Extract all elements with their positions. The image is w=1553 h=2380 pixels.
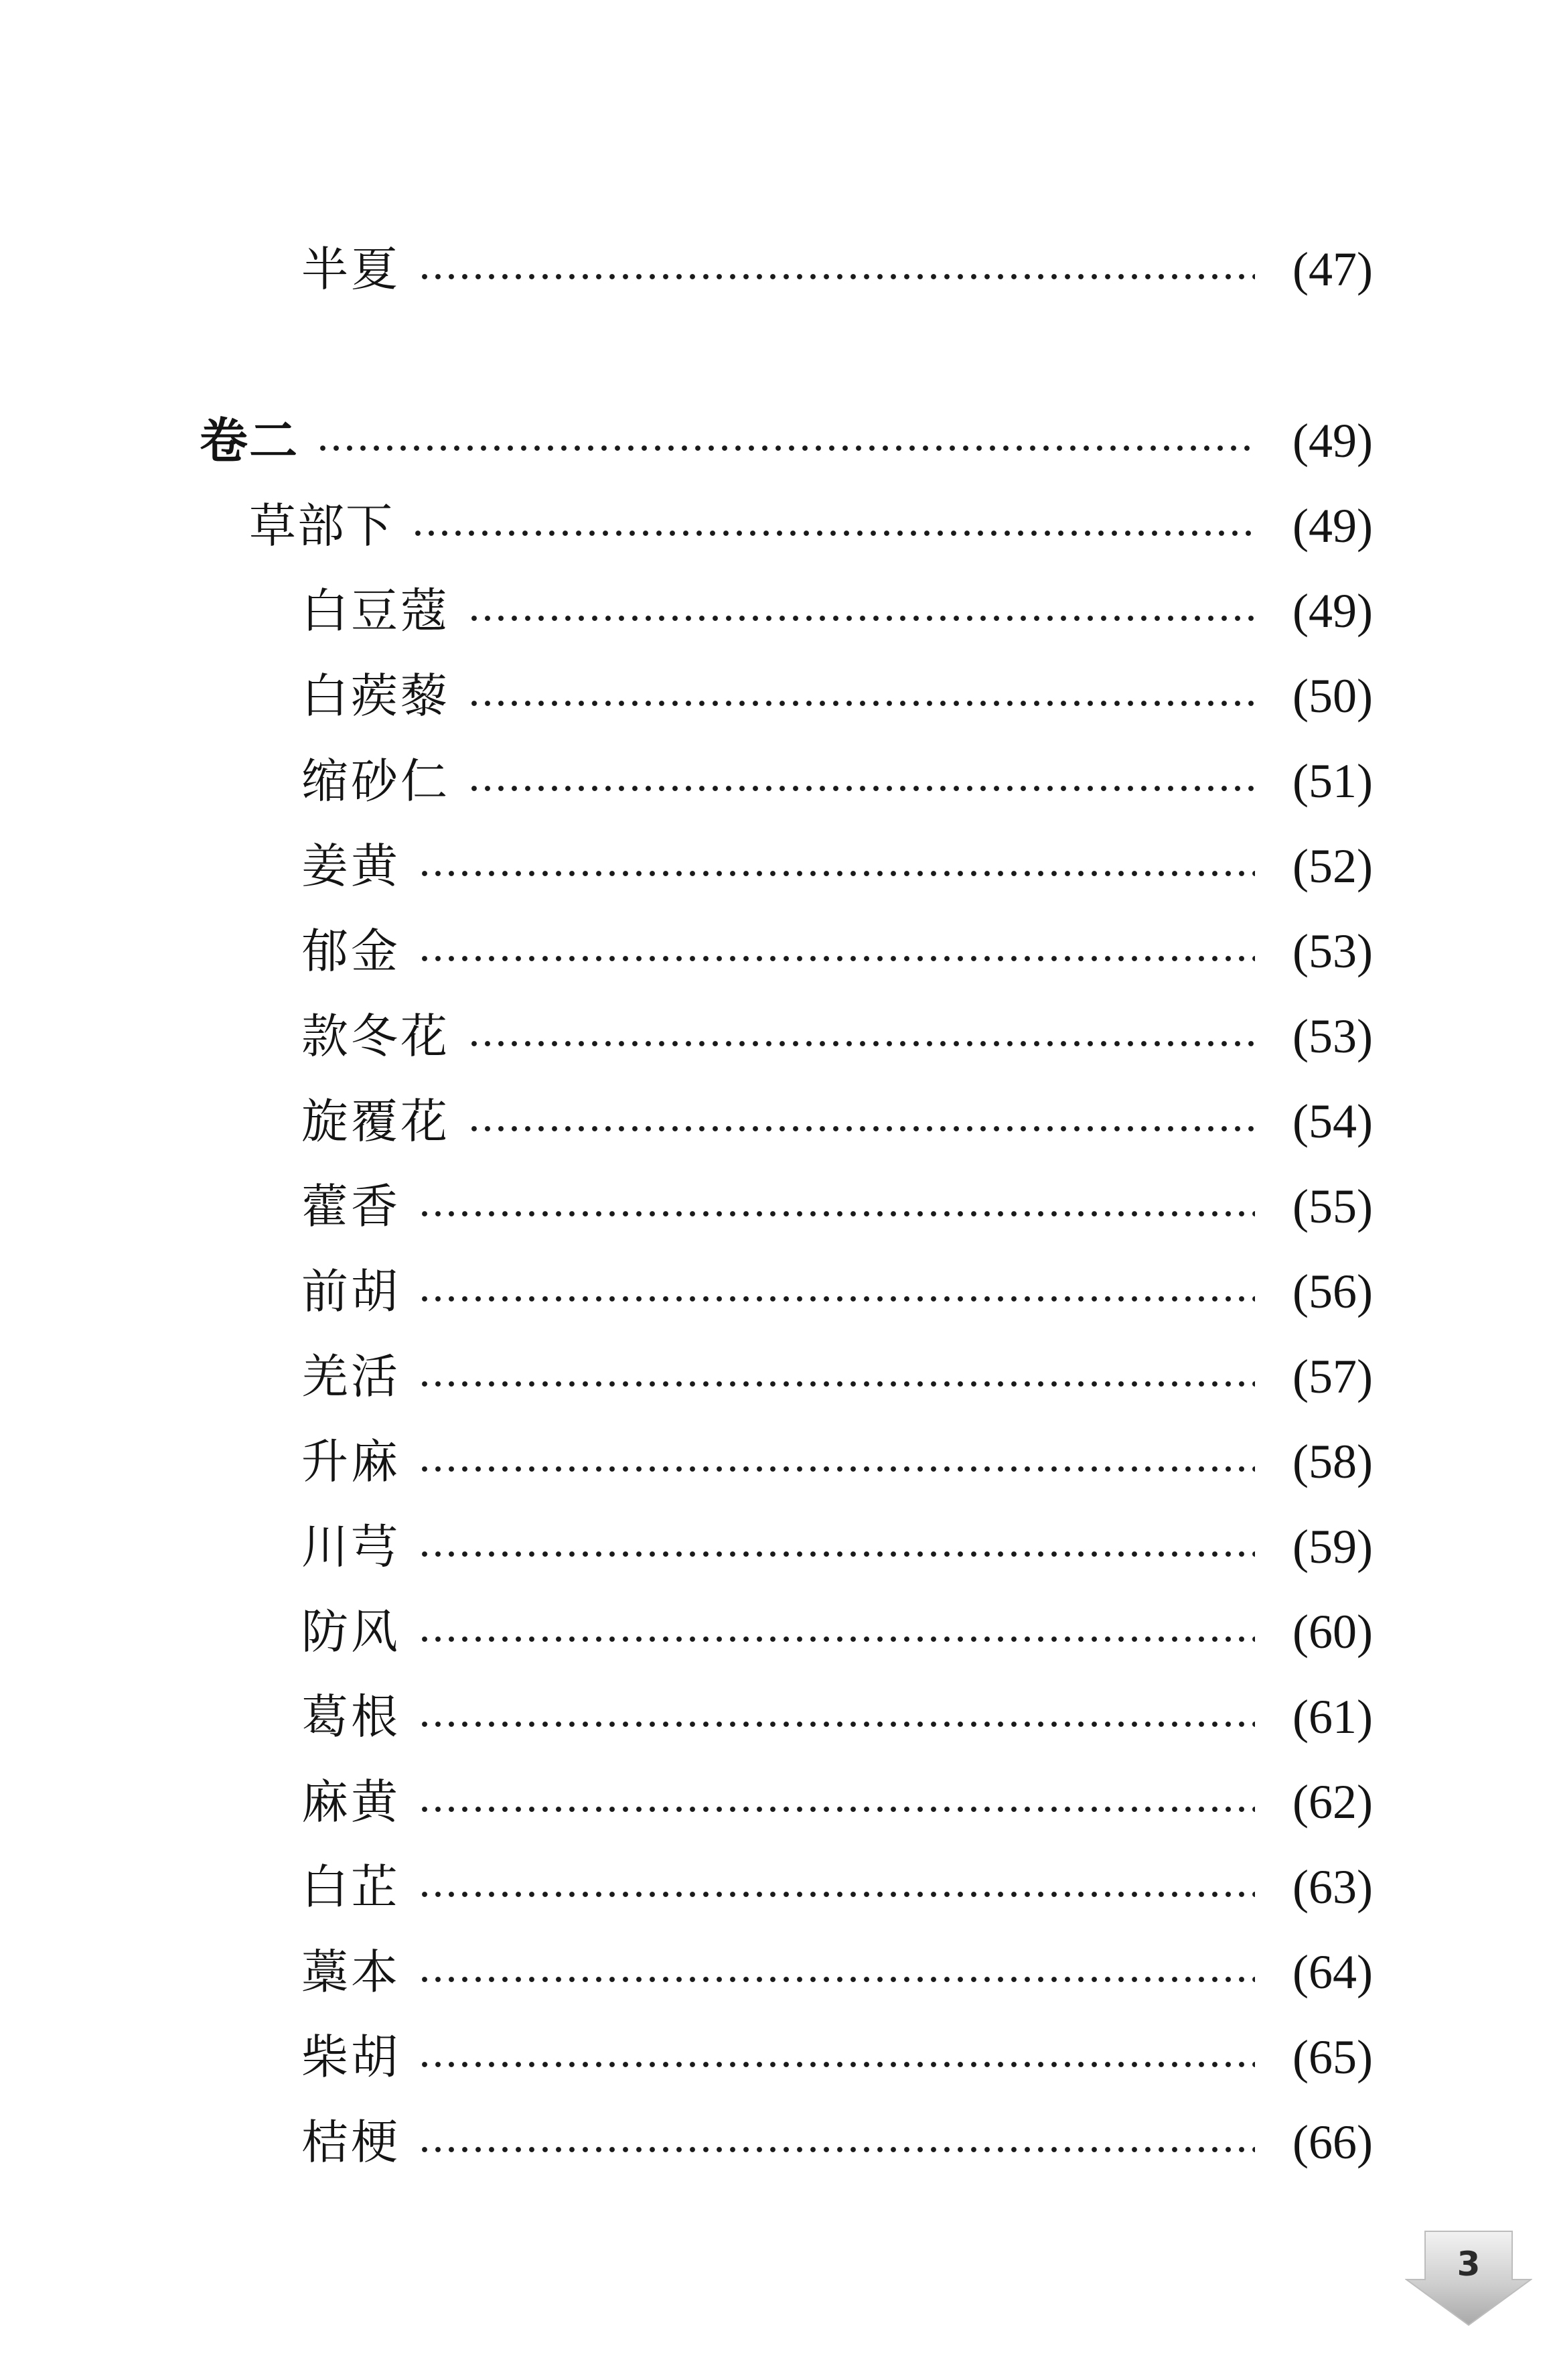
toc-entry-name: 柴胡 xyxy=(301,2030,400,2085)
dot-leader xyxy=(418,1720,1255,1729)
toc-entry[interactable] xyxy=(301,834,1373,898)
toc-entry-name: 白豆蔻 xyxy=(301,583,450,638)
dot-leader xyxy=(418,1379,1255,1389)
toc-entry-page: (54) xyxy=(1292,1095,1373,1148)
toc-entry-page: (49) xyxy=(1292,584,1373,638)
toc-entry[interactable] xyxy=(301,2025,1373,2089)
toc-entry-name: 旋覆花 xyxy=(301,1094,450,1149)
toc-entry-name: 草部下 xyxy=(249,498,394,553)
page-number: 3 xyxy=(1457,2245,1481,2284)
toc-entry-page: (47) xyxy=(1292,242,1373,296)
dot-leader xyxy=(418,954,1255,963)
toc-entry-name: 羌活 xyxy=(301,1349,400,1404)
toc-entry-page: (53) xyxy=(1292,924,1373,978)
dot-leader xyxy=(467,784,1255,793)
toc-entry[interactable] xyxy=(301,1004,1373,1068)
toc-entry-name: 藿香 xyxy=(301,1179,400,1234)
toc-entry-name: 白蒺藜 xyxy=(301,669,450,723)
dot-leader xyxy=(418,2145,1255,2154)
dot-leader xyxy=(418,1634,1255,1644)
toc-entry-page: (55) xyxy=(1292,1180,1373,1233)
toc-entry-name: 白芷 xyxy=(301,1860,400,1914)
toc-entry-page: (63) xyxy=(1292,1860,1373,1914)
dot-leader xyxy=(418,2060,1255,2069)
toc-entry[interactable] xyxy=(301,579,1373,643)
toc-entry-name: 缩砂仁 xyxy=(301,754,450,809)
toc-entry-page: (58) xyxy=(1292,1435,1373,1488)
toc-entry-name: 郁金 xyxy=(301,924,400,979)
toc-entry[interactable] xyxy=(301,1089,1373,1153)
dot-leader xyxy=(418,1209,1255,1218)
toc-entry[interactable] xyxy=(301,1600,1373,1664)
toc-entry[interactable] xyxy=(301,1855,1373,1919)
toc-entry-name: 川芎 xyxy=(301,1519,400,1574)
toc-entry[interactable] xyxy=(301,1515,1373,1579)
toc-entry-name: 款冬花 xyxy=(301,1009,450,1064)
toc-entry[interactable] xyxy=(301,1429,1373,1494)
toc-entry-name: 桔梗 xyxy=(301,2115,400,2170)
dot-leader xyxy=(418,1975,1255,1984)
toc-entry-page: (65) xyxy=(1292,2030,1373,2084)
dot-leader xyxy=(418,1549,1255,1559)
toc-entry[interactable] xyxy=(301,1259,1373,1324)
toc-entry-name: 防风 xyxy=(301,1604,400,1659)
toc-entry-page: (66) xyxy=(1292,2115,1373,2169)
toc-entry-name: 葛根 xyxy=(301,1689,400,1744)
dot-leader xyxy=(418,272,1255,281)
page-number-badge xyxy=(1405,2227,1532,2328)
dot-leader xyxy=(418,869,1255,878)
dot-leader xyxy=(418,1805,1255,1814)
toc-entry-page: (57) xyxy=(1292,1350,1373,1403)
toc-entry-page: (52) xyxy=(1292,839,1373,893)
dot-leader xyxy=(411,529,1255,538)
toc-entry[interactable] xyxy=(301,1344,1373,1409)
toc-entry-page: (53) xyxy=(1292,1009,1373,1063)
toc-entry-name: 麻黄 xyxy=(301,1774,400,1829)
toc-entry-page: (49) xyxy=(1292,414,1373,468)
toc-entry[interactable] xyxy=(301,2110,1373,2174)
dot-leader xyxy=(418,1890,1255,1899)
toc-entry-name: 卷二 xyxy=(200,413,299,469)
toc-entry-name: 半夏 xyxy=(301,242,400,297)
toc-entry[interactable] xyxy=(301,1940,1373,2004)
toc-section-heading[interactable] xyxy=(249,494,1373,558)
toc-entry-name: 升麻 xyxy=(301,1434,400,1489)
dot-leader xyxy=(467,614,1255,623)
toc-entry-page: (61) xyxy=(1292,1690,1373,1744)
dot-leader xyxy=(316,443,1255,453)
toc-entry[interactable] xyxy=(301,749,1373,813)
toc-volume-heading[interactable] xyxy=(200,409,1373,473)
toc-entry-page: (56) xyxy=(1292,1265,1373,1318)
dot-leader xyxy=(418,1294,1255,1304)
toc-entry-page: (51) xyxy=(1292,754,1373,808)
dot-leader xyxy=(467,1039,1255,1048)
toc-entry[interactable] xyxy=(301,1685,1373,1749)
toc-entry-page: (62) xyxy=(1292,1775,1373,1829)
toc-entry-name: 藁本 xyxy=(301,1945,400,2000)
dot-leader xyxy=(418,1464,1255,1474)
toc-entry-page: (64) xyxy=(1292,1945,1373,1999)
toc-entry-page: (49) xyxy=(1292,499,1373,553)
toc-entry[interactable] xyxy=(301,1174,1373,1239)
toc-entry-name: 前胡 xyxy=(301,1264,400,1319)
toc-entry[interactable] xyxy=(301,237,1373,301)
dot-leader xyxy=(467,1124,1255,1133)
toc-entry-page: (59) xyxy=(1292,1520,1373,1573)
toc-entry[interactable] xyxy=(301,1770,1373,1834)
toc-entry-page: (50) xyxy=(1292,669,1373,723)
toc-entry-page: (60) xyxy=(1292,1605,1373,1659)
toc-entry[interactable] xyxy=(301,664,1373,728)
toc-entry-name: 姜黄 xyxy=(301,839,400,894)
toc-entry[interactable] xyxy=(301,919,1373,983)
dot-leader xyxy=(467,699,1255,708)
